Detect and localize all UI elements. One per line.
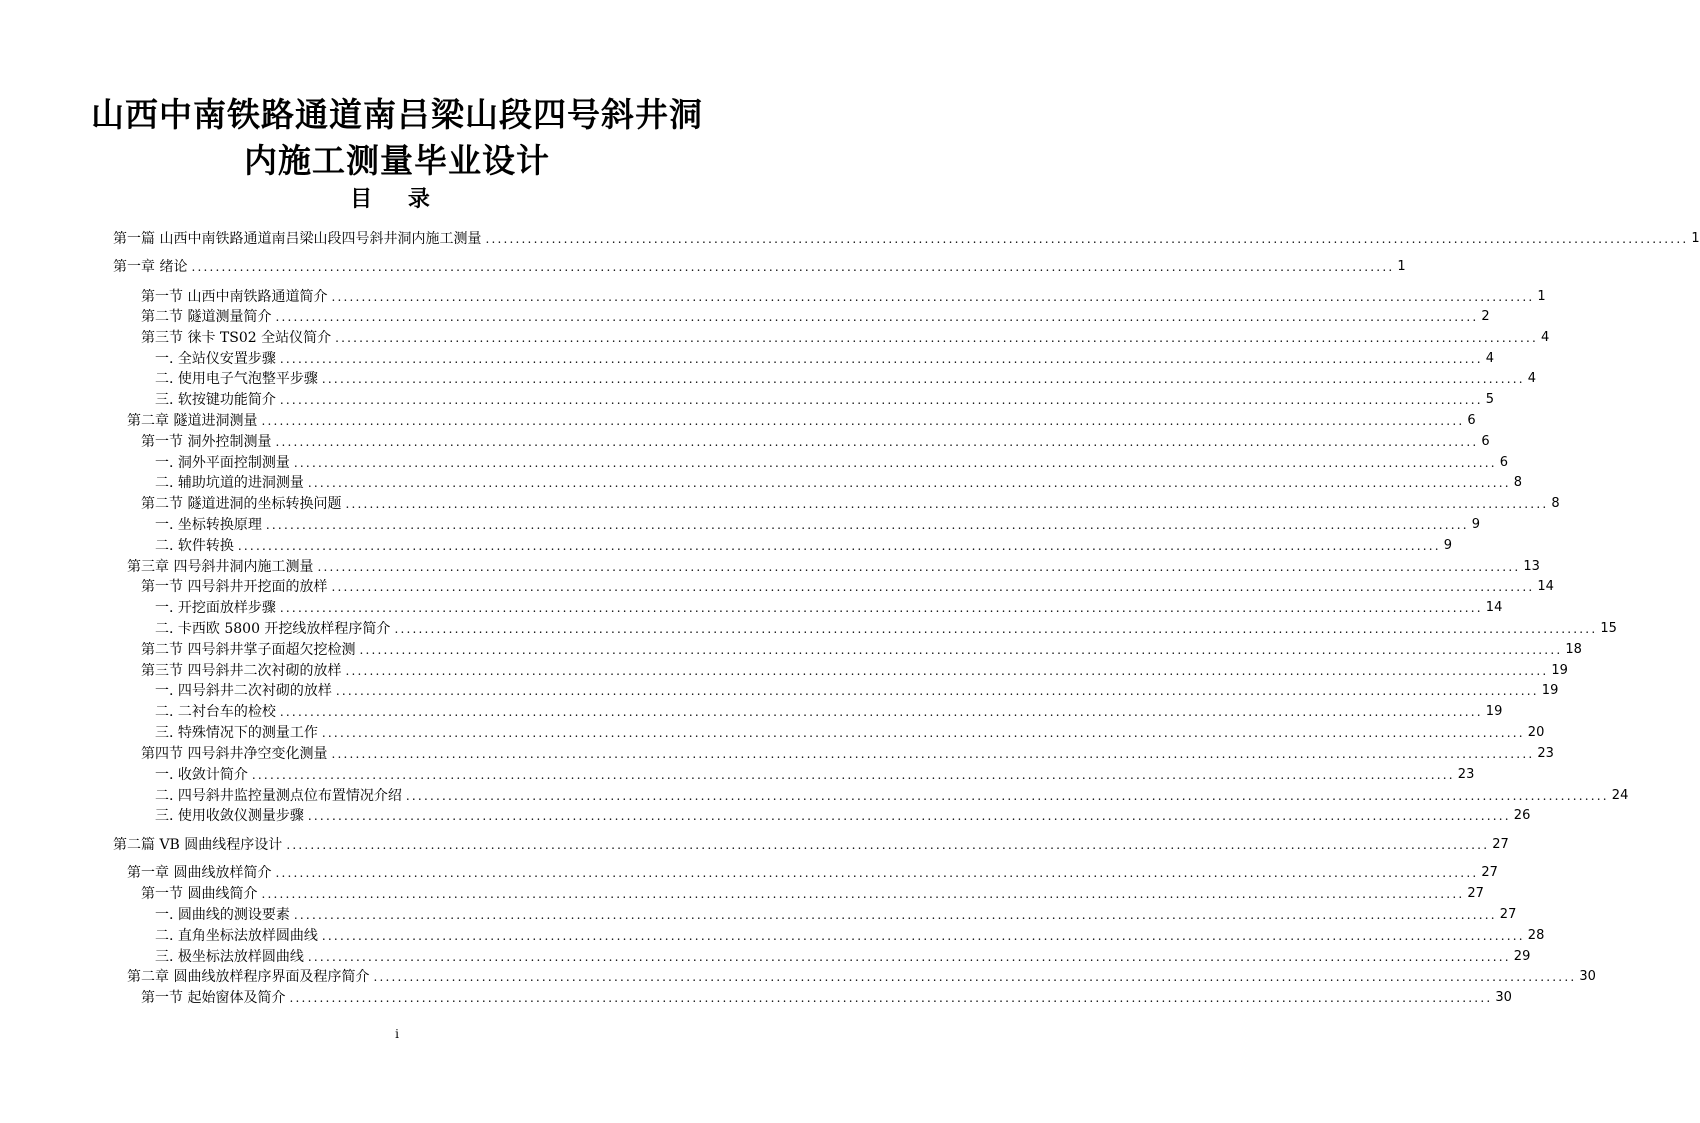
toc-entry[interactable] [155,618,1617,638]
toc-entry[interactable] [155,701,1503,721]
toc-entry-page: 1 [1691,231,1700,246]
toc-entry-page: 30 [1579,969,1596,984]
toc-entry-label: 二. 辅助坑道的进洞测量 [155,475,304,491]
toc-entry-page: 20 [1527,725,1545,740]
toc-entry-page: 2 [1481,309,1490,324]
toc-entry-label: 一. 洞外平面控制测量 [155,455,290,471]
toc-leader-dots: ........................................................................................................................................................................................................ [265,518,1469,532]
toc-leader-dots: ........................................................................................................................................................................................................ [279,352,1483,366]
toc-leader-dots: ........................................................................................................................................................................................................ [317,560,1521,574]
toc-entry[interactable] [141,660,1568,680]
toc-entry-page: 19 [1551,663,1568,678]
toc-leader-dots: ........................................................................................................................................................................................................ [331,290,1535,304]
toc-entry-label: 第三节 徕卡 TS02 全站仪简介 [141,330,332,346]
toc-entry-page: 1 [1397,259,1406,274]
toc-leader-dots: ........................................................................................................................................................................................................ [293,908,1497,922]
toc-entry-page: 8 [1513,475,1523,490]
toc-entry[interactable] [155,368,1537,388]
toc-entry-page: 23 [1457,767,1475,782]
toc-leader-dots: ........................................................................................................................................................................................................ [191,260,1395,274]
toc-entry-label: 二. 使用电子气泡整平步骤 [155,371,318,387]
toc-leader-dots: ........................................................................................................................................................................................................ [321,726,1525,740]
toc-entry-label: 第一节 山西中南铁路通道简介 [141,289,328,305]
toc-leader-dots: ........................................................................................................................................................................................................ [345,497,1549,511]
toc-entry[interactable] [155,535,1453,555]
toc-entry-label: 一. 全站仪安置步骤 [155,351,276,367]
toc-entry[interactable] [127,410,1476,430]
toc-leader-dots: ........................................................................................................................................................................................................ [335,684,1539,698]
toc-entry[interactable] [141,987,1512,1007]
toc-entry-page: 24 [1611,788,1629,803]
toc-leader-dots: ........................................................................................................................................................................................................ [307,809,1511,823]
toc-leader-dots: ........................................................................................................................................................................................................ [307,950,1511,964]
toc-entry-page: 13 [1523,559,1540,574]
toc-entry[interactable] [141,306,1490,326]
toc-entry-label: 第一节 洞外控制测量 [141,434,272,450]
toc-entry[interactable] [141,431,1490,451]
toc-entry-page: 5 [1485,392,1495,407]
toc-entry[interactable] [155,389,1495,409]
toc-entry[interactable] [141,883,1484,903]
toc-entry-page: 27 [1499,907,1517,922]
toc-entry[interactable] [127,966,1596,986]
toc-entry-page: 8 [1551,496,1560,511]
toc-entry-label: 第四节 四号斜井净空变化测量 [141,746,328,762]
toc-entry[interactable] [155,946,1531,966]
toc-entry-label: 二. 卡西欧 5800 开挖线放样程序简介 [155,621,391,637]
toc-entry-page: 27 [1492,837,1509,852]
toc-entry[interactable] [141,286,1546,306]
toc-entry-label: 第一篇 山西中南铁路通道南吕梁山段四号斜井洞内施工测量 [113,231,482,247]
toc-leader-dots: ........................................................................................................................................................................................................ [373,970,1577,984]
toc-entry-label: 第二篇 VB 圆曲线程序设计 [113,837,283,853]
toc-entry-page: 6 [1467,413,1476,428]
toc-entry-label: 第三节 四号斜井二次衬砌的放样 [141,663,342,679]
toc-entry-page: 27 [1467,886,1484,901]
toc-entry-label: 一. 开挖面放样步骤 [155,600,276,616]
toc-entry-page: 14 [1537,579,1554,594]
toc-entry-label: 三. 特殊情况下的测量工作 [155,725,318,741]
toc-entry-page: 28 [1527,928,1545,943]
toc-entry[interactable] [141,327,1550,347]
toc-leader-dots: ........................................................................................................................................................................................................ [275,310,1479,324]
toc-leader-dots: ........................................................................................................................................................................................................ [335,331,1538,345]
toc-leader-dots: ........................................................................................................................................................................................................ [261,887,1465,901]
toc-entry-label: 三. 极坐标法放样圆曲线 [155,949,304,965]
toc-entry-label: 第一章 圆曲线放样简介 [127,865,272,881]
toc-entry-label: 三. 软按键功能简介 [155,392,276,408]
toc-leader-dots: ........................................................................................................................................................................................................ [331,580,1535,594]
toc-entry-page: 27 [1481,865,1498,880]
toc-leader-dots: ........................................................................................................................................................................................................ [359,643,1563,657]
toc-entry[interactable] [155,680,1559,700]
toc-entry-label: 第二章 圆曲线放样程序界面及程序简介 [127,969,370,985]
toc-entry[interactable] [113,228,1700,248]
toc-leader-dots: ........................................................................................................................................................................................................ [405,789,1609,803]
toc-entry-page: 15 [1600,621,1617,636]
toc-leader-dots: ........................................................................................................................................................................................................ [279,705,1483,719]
toc-entry[interactable] [155,348,1495,368]
toc-leader-dots: ........................................................................................................................................................................................................ [237,539,1441,553]
toc-entry-label: 第二节 隧道进洞的坐标转换问题 [141,496,342,512]
toc-entry-label: 第一节 圆曲线简介 [141,886,258,902]
toc-entry[interactable] [155,452,1509,472]
toc-entry-page: 18 [1565,642,1582,657]
toc-entry-page: 19 [1485,704,1503,719]
toc-leader-dots: ........................................................................................................................................................................................................ [261,414,1465,428]
toc-leader-dots: ........................................................................................................................................................................................................ [286,838,1490,852]
toc-entry[interactable] [155,722,1545,742]
document-title-line-2: 内施工测量毕业设计 [244,141,550,180]
toc-entry-page: 26 [1513,808,1531,823]
toc-leader-dots: ........................................................................................................................................................................................................ [331,747,1535,761]
toc-entry-label: 第二节 四号斜井掌子面超欠挖检测 [141,642,356,658]
toc-entry-page: 4 [1527,371,1537,386]
toc-entry-label: 第二节 隧道测量简介 [141,309,272,325]
toc-entry-page: 6 [1499,455,1509,470]
toc-leader-dots: ........................................................................................................................................................................................................ [321,372,1525,386]
toc-entry-page: 14 [1485,600,1503,615]
toc-entry[interactable] [141,576,1554,596]
toc-entry[interactable] [155,925,1545,945]
toc-entry[interactable] [141,639,1582,659]
toc-entry-label: 二. 软件转换 [155,538,234,554]
toc-entry[interactable] [155,597,1503,617]
toc-entry-label: 三. 使用收敛仪测量步骤 [155,808,304,824]
page-number-footer: i [395,1027,399,1041]
toc-entry[interactable] [127,862,1498,882]
toc-entry[interactable] [155,785,1629,805]
toc-leader-dots: ........................................................................................................................................................................................................ [275,866,1479,880]
toc-entry-page: 4 [1485,351,1495,366]
document-title-line-1: 山西中南铁路通道南吕梁山段四号斜井洞 [91,95,703,134]
toc-leader-dots: ........................................................................................................................................................................................................ [307,476,1511,490]
toc-entry-label: 一. 坐标转换原理 [155,517,262,533]
toc-entry[interactable] [155,805,1531,825]
toc-entry-page: 9 [1443,538,1453,553]
toc-entry-label: 一. 收敛计简介 [155,767,248,783]
toc-entry[interactable] [113,256,1406,276]
toc-entry-label: 第一节 四号斜井开挖面的放样 [141,579,328,595]
toc-heading: 目 录 [350,187,444,212]
toc-entry-page: 4 [1540,330,1550,345]
toc-leader-dots: ........................................................................................................................................................................................................ [289,991,1493,1005]
toc-entry-label: 一. 圆曲线的测设要素 [155,907,290,923]
toc-leader-dots: ........................................................................................................................................................................................................ [293,456,1497,470]
toc-leader-dots: ........................................................................................................................................................................................................ [394,622,1598,636]
toc-entry[interactable] [127,556,1540,576]
toc-leader-dots: ........................................................................................................................................................................................................ [279,393,1483,407]
toc-entry-label: 一. 四号斜井二次衬砌的放样 [155,683,332,699]
toc-leader-dots: ........................................................................................................................................................................................................ [345,664,1549,678]
toc-entry-label: 二. 直角坐标法放样圆曲线 [155,928,318,944]
toc-entry[interactable] [113,834,1509,854]
toc-entry[interactable] [155,472,1523,492]
toc-entry[interactable] [155,514,1481,534]
toc-entry-label: 第一章 绪论 [113,259,188,275]
toc-entry[interactable] [141,493,1560,513]
toc-entry-page: 9 [1471,517,1481,532]
toc-entry-page: 23 [1537,746,1554,761]
toc-entry-label: 第一节 起始窗体及简介 [141,990,286,1006]
toc-entry-label: 二. 四号斜井监控量测点位布置情况介绍 [155,788,402,804]
toc-entry[interactable] [155,764,1475,784]
toc-leader-dots: ........................................................................................................................................................................................................ [251,768,1455,782]
toc-entry[interactable] [155,904,1517,924]
toc-entry[interactable] [141,743,1554,763]
toc-entry-label: 二. 二衬台车的检校 [155,704,276,720]
toc-entry-page: 1 [1537,289,1546,304]
toc-leader-dots: ........................................................................................................................................................................................................ [485,232,1689,246]
toc-entry-page: 19 [1541,683,1559,698]
toc-entry-page: 6 [1481,434,1490,449]
toc-entry-label: 第三章 四号斜井洞内施工测量 [127,559,314,575]
toc-leader-dots: ........................................................................................................................................................................................................ [275,435,1479,449]
toc-entry-label: 第二章 隧道进洞测量 [127,413,258,429]
toc-entry-page: 29 [1513,949,1531,964]
toc-leader-dots: ........................................................................................................................................................................................................ [279,601,1483,615]
toc-entry-page: 30 [1495,990,1512,1005]
toc-leader-dots: ........................................................................................................................................................................................................ [321,929,1525,943]
